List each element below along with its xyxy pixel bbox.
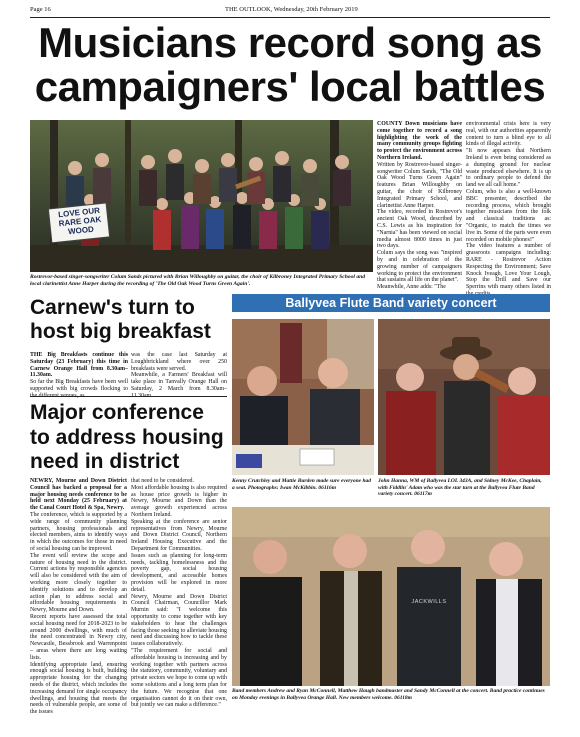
lead-story-paragraph: The video features a number of grassroots campaigns including: RARE - Rostrevor Action Respecting the Environment; Save Knock Iveagh, Love Your Lough, Stop the Drill and Save our Sperrins with many others listed in	[466, 243, 551, 291]
housing-paragraph: Identifying appropriate land, ensuring enough social housing is built, building appropriate housing for the changing needs of the district, which includes the increasing demand for single occupancy dwellings, and housing that meets the needs of vulnerable people, are some of the issues	[30, 661, 127, 716]
main-headline: Musicians record song as campaigners' local battles	[34, 19, 546, 110]
carnew-intro: THE Big Breakfasts continue this Saturday (23 February) this time in Carnew Orange Hall from 8.30am–11.30am.	[30, 352, 128, 379]
housing-column-1	[30, 478, 127, 716]
carnew-headline: Carnew's turn to host big breakfast	[30, 296, 211, 343]
lead-story-column-1	[377, 121, 462, 291]
housing-headline: Major conference to address housing need in district	[30, 401, 224, 473]
header-rule	[30, 17, 550, 18]
housing-paragraph: The conference, which is supported by a wide range of community planning partners, housing professionals and elected members, aims to identify ways in which the outcomes for those in need of social housing can be improved.	[30, 511, 127, 552]
lead-story-paragraph: Colum, who is also a well-known BBC presenter, described the recording process, which brought together musicians from the folk and classical traditions as: "Organic, to match the times we live in. Some of the parts were even recorded on mobile phones!"	[466, 188, 551, 243]
lead-story-paragraph: Meanwhile, Anne adds: "The	[377, 284, 446, 291]
housing-paragraph: Newry, Mourne and Down District Council Chairman, Councillor Mark Murnin said: "I welcome this opportunity to come together with key stakeholders to hear the challenges facing those seeking to alleviate housing need and discussing how to tackle these issues collaboratively.	[131, 593, 227, 648]
masthead-date: THE OUTLOOK, Wednesday, 20th February 2019	[225, 6, 358, 13]
section-rule	[30, 396, 227, 397]
flute-band-banner: Ballyvea Flute Band variety concert	[232, 294, 550, 312]
housing-intro: NEWRY, Mourne and Down District Council has backed a proposal for a major housing needs conference to be held next Monday (25 February) at the Canal Court Hotel & Spa, Newry.	[30, 478, 127, 512]
lead-story-paragraph: Written by Rostrevor-based singer-songwriter Colum Sands, "The Old Oak Wood Turns Green Again" features Brian Willoughby on guitar, the choir of Kilbroney Integrated Primary School, and clarinettist Anne Harper.	[377, 161, 462, 209]
carnew-column-1	[30, 352, 128, 400]
housing-column-2	[131, 478, 227, 709]
carnew-paragraph: So far the Big Breakfasts have been well supported with big crowds flocking to	[30, 379, 128, 392]
carnew-paragraph: was the case last Saturday at Loughbrickland where over 250 breakfasts were served.	[131, 352, 227, 372]
lead-story-paragraph: environmental crisis here is very real, with our authorities apparently content to turn a blind eye to all kinds of illegal activity.	[466, 121, 551, 148]
housing-paragraph: Speaking at the conference are senior representatives from Newry, Mourne and Down District Council, Northern Ireland Housing Executive and the Department for Communities.	[131, 518, 227, 552]
lead-story-paragraph: Colum says the song was "inspired by and in celebration of the growing number of campaigners working to protect the environment that sustains all life on the planet".	[377, 250, 462, 284]
band-members-photo	[232, 507, 550, 686]
fiddler-photo-caption: John Hanna, WM of Ballyvea LOL 343A, and Sidney McKee, Chaplain, with Fiddlin' Adam who was the star turn at the Ballyvea Flute Band variety concert. 06117m	[378, 478, 542, 497]
protest-sign-text: LOVE OUR RARE OAK WOOD	[57, 205, 102, 237]
band-members-caption: Band members Andrew and Ryan McConnell, Matthew Haugh bandmaster and Sandy McConnell at the concert. Band practice continues on Monday evenings in Ballyvea Orange Hall. New members welcome. 06118m	[232, 688, 545, 701]
seating-photo	[232, 319, 374, 475]
hoodie-text: JACKWILLS	[411, 599, 447, 605]
housing-paragraph: Issues such as planning for long-term needs, tackling homelessness and the poverty gap, social housing development, and accessible homes provision will be explored in more detail.	[131, 552, 227, 593]
lead-story-intro: COUNTY Down musicians have come together to record a song highlighting the work of the many community groups fighting to protect the environment across Northern Ireland.	[377, 121, 462, 161]
housing-paragraph: Recent reports have assessed the total social housing need for 2018-2023 to be around 2000 dwellings, with much of the need concentrated in Newry city, Newcastle, Bessbrook and Warrenpoint – areas where there are long waiting lists.	[30, 613, 127, 661]
housing-paragraph: "The requirement for social and affordable housing is increasing and by working together with partners across the statutory, community, voluntary and private sectors we hope to come up with some solutions and a long term plan for the future. We recognise that one organisation cannot do it on their own, but jointly we can make a difference."	[131, 647, 227, 709]
housing-paragraph: Most affordable housing is also required as house price growth is higher in Newry, Mourne and Down than the average growth experienced across Northern Ireland.	[131, 484, 227, 518]
choir-photo	[30, 120, 373, 272]
housing-paragraph: The event will review the scope and nature of housing need in the district. Current actions by responsible agencies will also be considered with the aim of working more closely together to identify solutions and to develop an action plan to address social and affordable housing requirements in Newry, Mourne and Down.	[30, 552, 127, 614]
fiddler-photo	[378, 319, 550, 475]
housing-paragraph: that need to be considered.	[131, 478, 194, 484]
lead-story-paragraph: The video, recorded in Rostrevor's ancient Oak Wood, described by C.S. Lewis as his inspiration for "Narnia" has been viewed on social media almost 8000 times in just two days.	[377, 209, 462, 250]
seating-photo-caption: Kenny Crutchley and Mattie Burden made sure everyone had a seat. Photographs: Iwan McKibbin. 06116m	[232, 478, 372, 491]
page-number: Page 16	[30, 6, 51, 13]
lead-photo-caption: Rostrevor-based singer-songwriter Colum Sands pictured with Brian Willoughby on guitar, the choir of Kilbroney Integrated Primary School and local clarinettist Anne Harper during the recording of 'The Old Oak Wood Turns Green Again'.	[30, 274, 366, 287]
lead-story-paragraph: "It now appears that Northern Ireland is even being considered as a dumping ground for nuclear waste produced elsewhere. It is up to ordinary people to defend the land we all call home."	[466, 148, 551, 189]
lead-story-column-2	[466, 121, 551, 298]
carnew-paragraph: Meanwhile, a Farmers' Breakfast will take place in Tanvally Orange Hall on Saturday, 2 March from 8.30am–	[131, 372, 227, 392]
carnew-column-2	[131, 352, 227, 400]
